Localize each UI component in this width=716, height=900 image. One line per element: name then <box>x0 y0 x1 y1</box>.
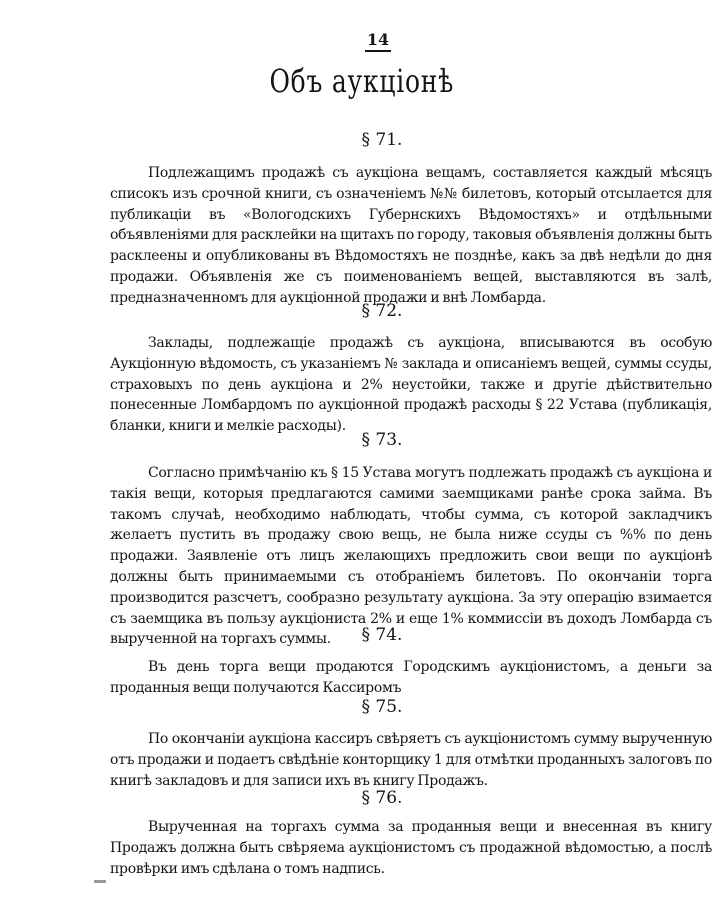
section-text-72: Заклады, подлежащіе продажѣ съ аукціона, вписываются въ особую Аукціонную вѣдомость, съ указаніемъ № заклада и описаніемъ вещей, суммы ссуды, страховыхъ по день аукціона и 2% неустойки, также и другіе дѣйствительно понесенные Ломбардомъ по аукціонной продажѣ расходы § 22 Устава (публикація, бланки, книги и мелкіе расходы). <box>110 335 712 435</box>
section-text-76: Вырученная на торгахъ сумма за проданныя вещи и внесенная въ книгу Продажъ должна быть свѣряема аукціонистомъ съ продажной вѣдомостью, а послѣ провѣрки имъ сдѣлана о томъ надпись. <box>110 819 712 877</box>
section-heading-71: § 71. <box>361 130 403 150</box>
section-text-71: Подлежащимъ продажѣ съ аукціона вещамъ, составляется каждый мѣсяцъ списокъ изъ срочной книги, съ означеніемъ №№ билетовъ, который отсылается для публикаціи въ «Вологодскихъ Губернскихъ Вѣдомостяхъ» и отдѣльными объявленіями для расклейки на щитахъ по городу, таковыя объявленія должны быть расклеены и опубликованы въ Вѣдомостяхъ не позднѣе, какъ за двѣ недѣли до дня продажи. Объявленія же съ поименованіемъ вещей, выставляются въ залѣ, предназначенномъ для аукціонной продажи и внѣ Ломбарда. <box>110 165 712 306</box>
page-number: 14 <box>0 30 716 52</box>
section-text-75: По окончаніи аукціона кассиръ свѣряетъ съ аукціонистомъ сумму вырученную отъ продажи и подаетъ свѣдѣніе конторщику 1 для отмѣтки проданныхъ залоговъ по книгѣ закладовъ и для записи ихъ въ книгу Продажъ. <box>110 731 712 789</box>
margin-mark <box>94 880 106 883</box>
section-heading-72: § 72. <box>361 301 403 321</box>
page-title: Объ аукціонѣ <box>269 62 455 100</box>
section-heading-75: § 75. <box>361 697 403 717</box>
section-heading-73: § 73. <box>361 430 403 450</box>
section-text-73: Согласно примѣчанію къ § 15 Устава могутъ подлежать продажѣ съ аукціона и такія вещи, которыя предлагаются самими заемщиками ранѣе срока займа. Въ такомъ случаѣ, необходимо наблюдать, чтобы сумма, съ которой закладчикъ желаетъ пустить въ продажу свою вещь, не была ниже ссуды съ %% по день продажи. Заявленіе отъ лицъ желающихъ предложить свои вещи по аукціонѣ должны быть принимаемыми съ отобраніемъ билетовъ. По окончаніи торга производится разсчетъ, сообразно результату аукціона. За эту операцію взимается съ заемщика въ пользу аукціониста 2% и еще 1% коммиссіи въ доходъ Ломбарда съ вырученной на торгахъ суммы. <box>110 465 712 648</box>
section-heading-74: § 74. <box>361 625 403 645</box>
section-heading-76: § 76. <box>361 788 403 808</box>
section-text-74: Въ день торга вещи продаются Городскимъ аукціонистомъ, а деньги за проданныя вещи получаются Кассиромъ <box>110 659 712 696</box>
